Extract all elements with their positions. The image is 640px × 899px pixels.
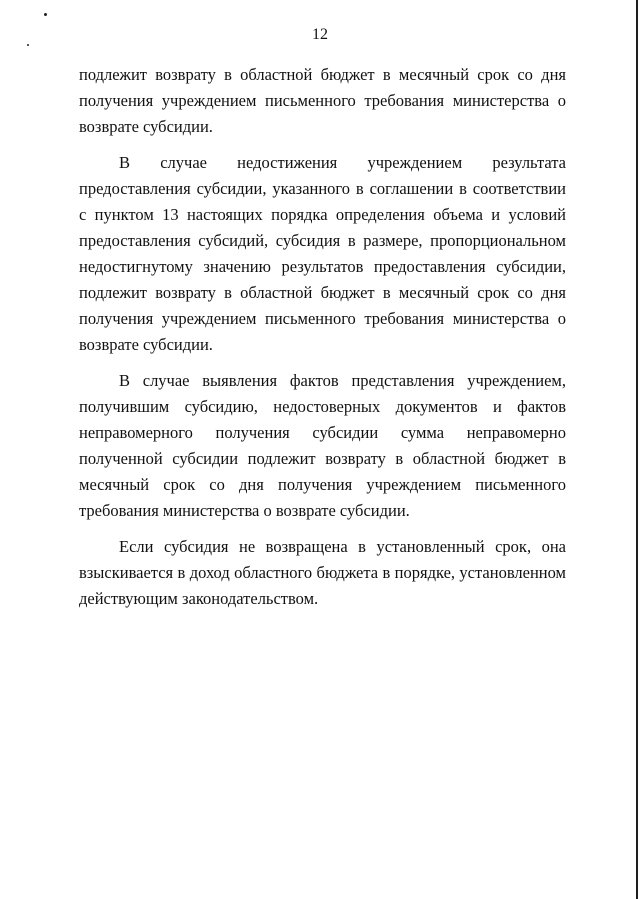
page-number: 12 xyxy=(312,26,328,43)
paragraph-result-not-achieved: В случае недостижения учреждением результата предоставления субсидии, указанного в соглашении в соответствии с пунктом 13 настоящих порядка определения объема и условий предоставления субсидий, субсидия в размере, пропорциональном недостигнутому значению результатов предоставления субсидии, подлежит возврату в областной бюджет в месячный срок со дня получения учреждением письменного требования министерства о возврате субсидии. xyxy=(79,153,566,354)
paragraph-false-documents: В случае выявления фактов представления учреждением, получившим субсидию, недостоверных документов и фактов неправомерного получения субсидии сумма неправомерно полученной субсидии подлежит возврату в областной бюджет в месячный срок со дня получения учреждением письменного требования министерства о возврате субсидии. xyxy=(79,371,566,520)
paragraph-continuation: подлежит возврату в областной бюджет в месячный срок со дня получения учреждением письменного требования министерства о возврате субсидии. xyxy=(79,65,566,136)
paragraph-recovery: Если субсидия не возвращена в установленный срок, она взыскивается в доход областного бюджета в порядке, установленном действующим законодательством. xyxy=(79,537,566,608)
scan-speck xyxy=(44,13,47,16)
scan-speck xyxy=(27,44,29,46)
document-body xyxy=(79,62,566,622)
scan-edge-line xyxy=(636,0,638,899)
